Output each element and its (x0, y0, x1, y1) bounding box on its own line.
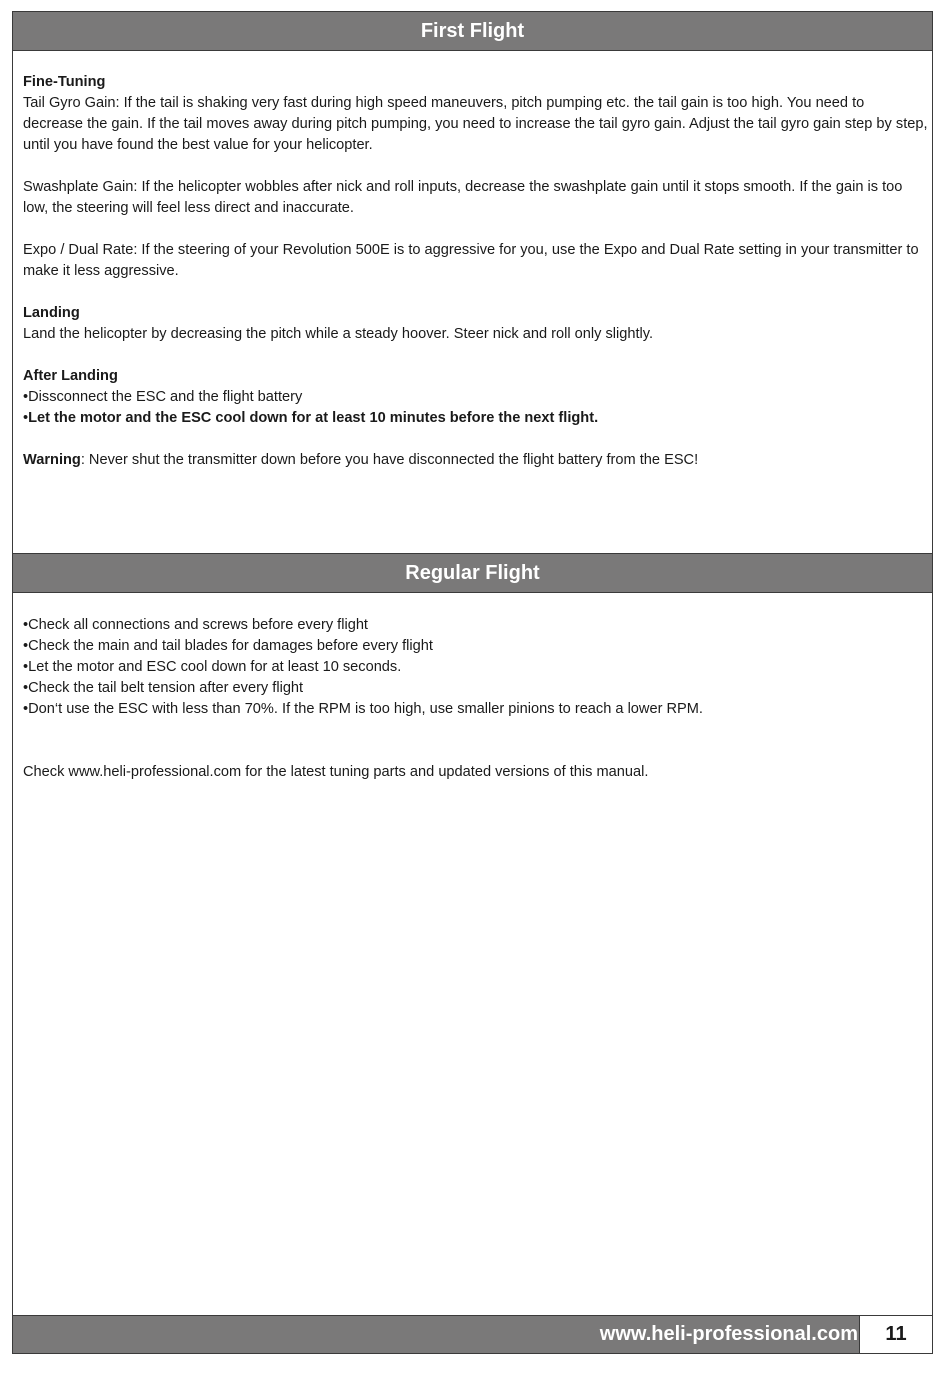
after-landing-item: •Dissconnect the ESC and the flight battery (23, 389, 303, 405)
first-flight-header: First Flight (12, 11, 933, 51)
after-landing-heading: After Landing (23, 368, 118, 384)
checklist-item: •Don‘t use the ESC with less than 70%. If the RPM is too high, use smaller pinions to reach a lower RPM. (23, 701, 703, 717)
bullet: • (23, 410, 29, 426)
checklist-item: •Check all connections and screws before every flight (23, 617, 368, 633)
checklist-item: •Let the motor and ESC cool down for at least 10 seconds. (23, 659, 402, 675)
regular-flight-header: Regular Flight (12, 553, 933, 593)
landing-paragraph: Land the helicopter by decreasing the pitch while a steady hoover. Steer nick and roll only slightly. (23, 326, 654, 342)
fine-tuning-heading: Fine-Tuning (23, 74, 106, 90)
after-landing-item-bold (23, 408, 928, 429)
expo-dual-rate-paragraph: Expo / Dual Rate: If the steering of your Revolution 500E is to aggressive for you, use the Expo and Dual Rate setting in your transmitter to make it less aggressive. (23, 242, 919, 279)
footer-url: www.heli-professional.com (599, 1323, 858, 1345)
tail-gyro-gain-paragraph: Tail Gyro Gain: If the tail is shaking very fast during high speed maneuvers, pitch pumping etc. the tail gain is too high. You need to decrease the gain. If the tail moves away during pitch pumping, you need to increase the tail gyro gain. Adjust the tail gyro gain step by step, until you have found the best value for your helicopter. (23, 95, 928, 153)
first-flight-content (23, 72, 928, 471)
checklist-item: •Check the main and tail blades for damages before every flight (23, 638, 433, 654)
cooldown-instruction: Let the motor and the ESC cool down for at least 10 minutes before the next flight. (28, 410, 599, 426)
page-footer (12, 1315, 933, 1354)
landing-heading: Landing (23, 305, 80, 321)
regular-flight-content (23, 615, 928, 783)
warning-paragraph (23, 450, 928, 471)
warning-text: : Never shut the transmitter down before you have disconnected the flight battery from the ESC! (80, 452, 699, 468)
checklist-item: •Check the tail belt tension after every flight (23, 680, 304, 696)
swashplate-gain-paragraph: Swashplate Gain: If the helicopter wobbles after nick and roll inputs, decrease the swashplate gain until it stops smooth. If the gain is too low, the steering will feel less direct and inaccurate. (23, 179, 903, 216)
page-number: 11 (859, 1316, 932, 1353)
website-note: Check www.heli-professional.com for the latest tuning parts and updated versions of this manual. (23, 764, 649, 780)
warning-label: Warning (23, 452, 81, 468)
